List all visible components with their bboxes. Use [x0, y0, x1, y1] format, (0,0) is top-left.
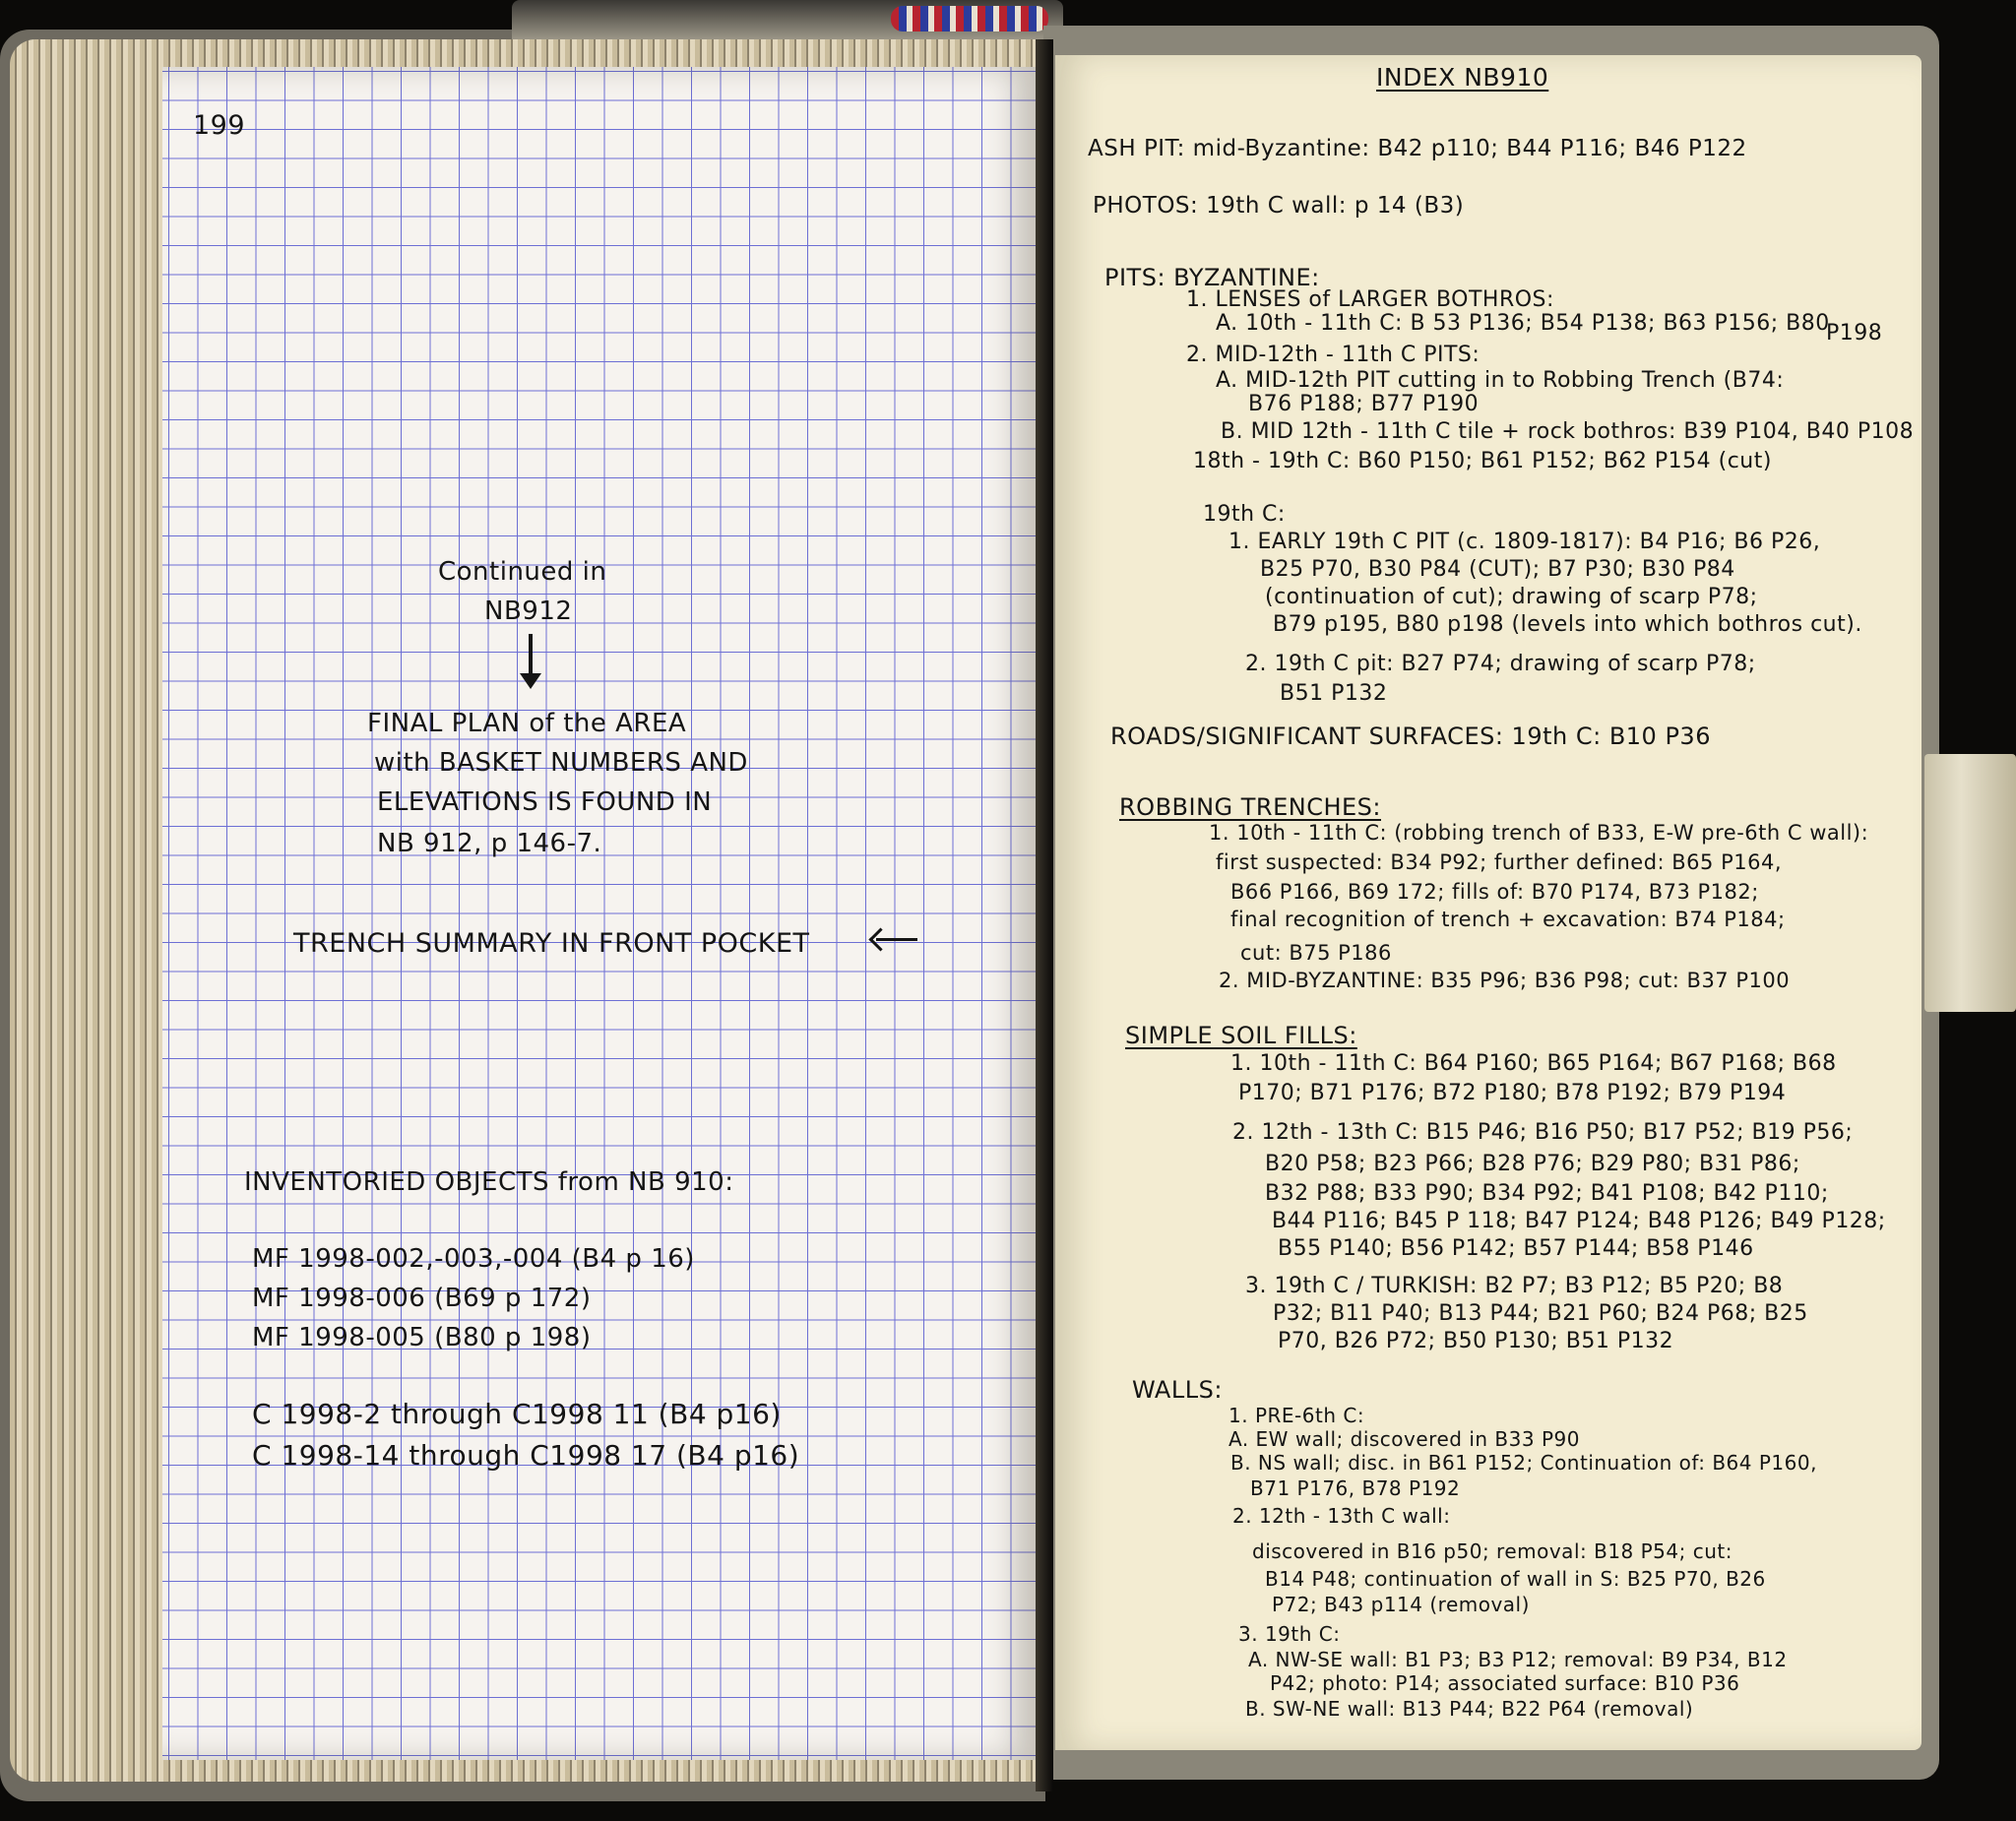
final-plan-line: FINAL PLAN of the AREA [367, 709, 687, 738]
page-gutter [1036, 39, 1053, 1791]
index-line: B44 P116; B45 P 118; B47 P124; B48 P126; B49 P128; [1272, 1209, 1886, 1233]
index-line: 2. MID-BYZANTINE: B35 P96; B36 P98; cut: B37 P100 [1219, 969, 1791, 992]
arrow-down-icon [529, 634, 533, 679]
index-line: P198 [1826, 321, 1883, 345]
index-line: 2. 12th - 13th C: B15 P46; B16 P50; B17 P52; B19 P56; [1232, 1120, 1854, 1145]
index-heading-ash-pit: ASH PIT: mid-Byzantine: B42 p110; B44 P116; B46 P122 [1088, 136, 1747, 161]
inventory-title: INVENTORIED OBJECTS from NB 910: [244, 1167, 734, 1197]
index-heading-roads: ROADS/SIGNIFICANT SURFACES: 19th C: B10 P36 [1110, 722, 1711, 750]
inventory-item: MF 1998-005 (B80 p 198) [252, 1323, 592, 1352]
inventory-item: MF 1998-006 (B69 p 172) [252, 1284, 592, 1313]
index-line: 2. MID-12th - 11th C PITS: [1186, 343, 1480, 367]
index-line: B51 P132 [1280, 681, 1388, 706]
index-line: P70, B26 P72; B50 P130; B51 P132 [1278, 1329, 1674, 1353]
index-line: 2. 12th - 13th C wall: [1232, 1504, 1451, 1528]
index-line: A. MID-12th PIT cutting in to Robbing Trench (B74: [1216, 368, 1785, 393]
index-line: discovered in B16 p50; removal: B18 P54; cut: [1252, 1539, 1732, 1563]
index-line: 3. 19th C / TURKISH: B2 P7; B3 P12; B5 P20; B8 [1245, 1274, 1784, 1298]
page-number: 199 [193, 110, 246, 141]
index-line: A. 10th - 11th C: B 53 P136; B54 P138; B63 P156; B80 [1216, 311, 1830, 336]
index-line: (continuation of cut); drawing of scarp P78; [1265, 585, 1758, 609]
index-line: B. NS wall; disc. in B61 P152; Continuation of: B64 P160, [1230, 1451, 1817, 1475]
continued-label: Continued in [438, 557, 607, 587]
trench-summary-note: TRENCH SUMMARY IN FRONT POCKET [293, 928, 810, 959]
binding-stitch [891, 6, 1048, 31]
index-line: B14 P48; continuation of wall in S: B25 P70, B26 [1265, 1567, 1766, 1591]
index-heading-robbing-trenches: ROBBING TRENCHES: [1119, 793, 1381, 821]
index-line: A. NW-SE wall: B1 P3; B3 P12; removal: B9 P34, B12 [1248, 1648, 1788, 1671]
index-line: 1. LENSES of LARGER BOTHROS: [1186, 287, 1554, 312]
index-line: 19th C: [1203, 502, 1286, 527]
index-heading-walls: WALLS: [1132, 1376, 1223, 1404]
left-page [162, 67, 1039, 1760]
final-plan-line: NB 912, p 146-7. [377, 829, 602, 858]
elastic-strap [1924, 754, 2016, 1012]
index-line: 1. EARLY 19th C PIT (c. 1809-1817): B4 P16; B6 P26, [1228, 530, 1821, 554]
index-line: B66 P166, B69 172; fills of: B70 P174, B73 P182; [1230, 880, 1759, 904]
inventory-item: MF 1998-002,-003,-004 (B4 p 16) [252, 1244, 695, 1274]
index-line: 1. 10th - 11th C: (robbing trench of B33, E-W pre-6th C wall): [1209, 821, 1869, 845]
index-line: 3. 19th C: [1238, 1622, 1341, 1646]
index-line: B79 p195, B80 p198 (levels into which bothros cut). [1273, 612, 1862, 637]
index-line: B. MID 12th - 11th C tile + rock bothros: B39 P104, B40 P108 [1221, 419, 1915, 444]
index-line: P42; photo: P14; associated surface: B10 P36 [1270, 1671, 1740, 1695]
final-plan-line: ELEVATIONS IS FOUND IN [377, 787, 713, 817]
index-line: 2. 19th C pit: B27 P74; drawing of scarp P78; [1245, 652, 1756, 676]
index-line: B. SW-NE wall: B13 P44; B22 P64 (removal) [1245, 1697, 1694, 1721]
index-line: B76 P188; B77 P190 [1248, 392, 1480, 416]
index-line: P170; B71 P176; B72 P180; B78 P192; B79 P194 [1238, 1081, 1787, 1105]
index-line: B55 P140; B56 P142; B57 P144; B58 P146 [1278, 1236, 1754, 1261]
index-line: P32; B11 P40; B13 P44; B21 P60; B24 P68; B25 [1273, 1301, 1808, 1326]
continued-ref: NB912 [484, 597, 573, 626]
index-line: first suspected: B34 P92; further defined: B65 P164, [1216, 850, 1782, 874]
index-line: 18th - 19th C: B60 P150; B61 P152; B62 P154 (cut) [1193, 449, 1772, 473]
inventory-item: C 1998-2 through C1998 11 (B4 p16) [252, 1398, 782, 1430]
index-line: cut: B75 P186 [1240, 941, 1392, 965]
index-line: final recognition of trench + excavation: B74 P184; [1230, 908, 1786, 931]
index-line: A. EW wall; discovered in B33 P90 [1228, 1427, 1580, 1451]
final-plan-line: with BASKET NUMBERS AND [374, 748, 748, 778]
index-line: B25 P70, B30 P84 (CUT); B7 P30; B30 P84 [1260, 557, 1735, 582]
index-heading-simple-soil-fills: SIMPLE SOIL FILLS: [1125, 1022, 1357, 1049]
index-line: B20 P58; B23 P66; B28 P76; B29 P80; B31 P86; [1265, 1152, 1800, 1176]
index-line: B71 P176, B78 P192 [1250, 1476, 1461, 1500]
inventory-item: C 1998-14 through C1998 17 (B4 p16) [252, 1439, 800, 1472]
arrow-left-icon [876, 938, 917, 941]
index-heading-photos: PHOTOS: 19th C wall: p 14 (B3) [1093, 193, 1465, 219]
index-line: B32 P88; B33 P90; B34 P92; B41 P108; B42 P110; [1265, 1181, 1829, 1206]
index-title: INDEX NB910 [1376, 63, 1549, 92]
index-line: P72; B43 p114 (removal) [1272, 1593, 1530, 1616]
index-heading-pits: PITS: BYZANTINE: [1104, 264, 1320, 291]
index-line: 1. 10th - 11th C: B64 P160; B65 P164; B67 P168; B68 [1230, 1051, 1837, 1076]
index-line: 1. PRE-6th C: [1228, 1404, 1365, 1427]
